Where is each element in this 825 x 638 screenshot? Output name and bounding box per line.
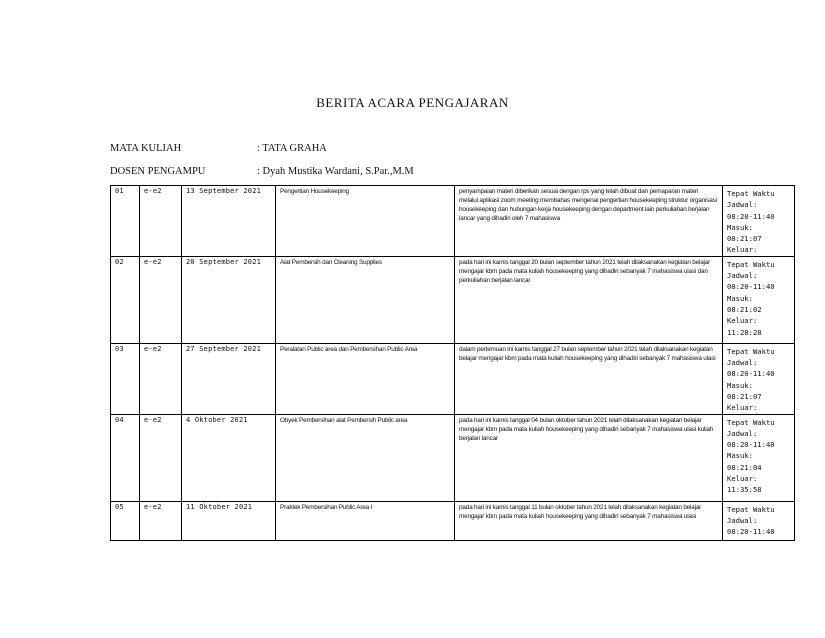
attendance-time-line: 08:21:07 [727, 234, 762, 244]
topic-cell: Obyek Pembersihan alat Pembersih Public area [276, 414, 455, 501]
attendance-time-cell [723, 256, 795, 343]
attendance-time-line: 08:21:07 [727, 391, 762, 401]
session-number-cell: 05 [111, 501, 140, 540]
attendance-time-line: Masuk: [727, 222, 753, 232]
attendance-time-line: Keluar: [727, 474, 758, 484]
attendance-time-line: Tepat Waktu [727, 189, 775, 198]
topic-cell: Pengertian Housekeeping [276, 186, 455, 257]
attendance-time-line: Keluar: [727, 403, 758, 413]
session-number-cell: 03 [111, 343, 140, 414]
class-cell: e-e2 [140, 256, 182, 343]
class-cell: e-e2 [140, 343, 182, 414]
table-row [111, 186, 795, 257]
teaching-log-table [110, 185, 795, 541]
course-label: MATA KULIAH [110, 143, 182, 154]
attendance-time-line: Tepat Waktu [727, 346, 775, 356]
date-cell: 11 Oktober 2021 [182, 501, 276, 540]
attendance-time-line: Keluar: [727, 245, 758, 255]
course-row [110, 143, 327, 154]
date-cell: 4 Oktober 2021 [182, 414, 276, 501]
class-cell: e-e2 [140, 501, 182, 540]
table-row [111, 414, 795, 501]
description-cell: pada hari ini kamis tanggal 04 bulan oktober tahun 2021 telah dilaksanakan kegiatan belajar mengajar kbm pada mata kuliah housekeeping yang dihadiri sebanyak 7 mahasiswa ulasi kuliah berjalan lancar [455, 414, 723, 501]
attendance-time-line: Jadwal: [727, 200, 758, 210]
attendance-time-cell [723, 501, 795, 540]
attendance-time-line: 08:21:02 [727, 304, 762, 314]
attendance-time-line: Masuk: [727, 451, 753, 461]
attendance-time-line: Tepat Waktu [727, 417, 775, 427]
session-number-cell: 04 [111, 414, 140, 501]
course-value: : TATA GRAHA [257, 143, 327, 154]
description-cell: pada hari ini kamis tanggal 20 bulan september tahun 2021 telah dilaksanakan kegiatan belajar mengajar kbm pada mata kuliah housekeeping yang dihadiri sebanyak 7 mahasiswa ulasi dan perkuliahan berjalan lancar [455, 256, 723, 343]
attendance-time-line: 08:21:04 [727, 462, 762, 472]
topic-cell: Alat Pembersih dan Cleaning Supplies [276, 256, 455, 343]
attendance-time-line: Tepat Waktu [727, 259, 775, 269]
table-row [111, 343, 795, 414]
attendance-time-line: Tepat Waktu [727, 504, 775, 514]
description-cell: penyampaian materi diberikan sesuai dengan rps yang telah dibuat dan pemaparan materi melalui aplikasi zoom meeting membahas mengenai pengertian housekeeping struktur organisasi housekeeping dan hubungan kerja housekeeping dengan department lain perkuliahan berjalan lancar yang dihadiri oleh 7 mahasiswa [455, 186, 723, 257]
session-number-cell: 02 [111, 256, 140, 343]
date-cell: 13 September 2021 [182, 186, 276, 257]
attendance-time-line: 08:20-11:40 [727, 282, 775, 292]
topic-cell: Praktek Pembersihan Public Area I [276, 501, 455, 540]
attendance-time-line: Jadwal: [727, 358, 758, 368]
table-row [111, 256, 795, 343]
attendance-time-line: 08:20-11:40 [727, 440, 775, 450]
lecturer-label: DOSEN PENGAMPU [110, 166, 206, 177]
attendance-time-line: 11:28:28 [727, 327, 762, 337]
attendance-time-line: Masuk: [727, 293, 753, 303]
attendance-time-line: Masuk: [727, 380, 753, 390]
date-cell: 27 September 2021 [182, 343, 276, 414]
class-cell: e-e2 [140, 414, 182, 501]
attendance-time-line: Keluar: [727, 316, 758, 326]
attendance-time-cell [723, 343, 795, 414]
description-cell: pada hari ini kamis tanggal 11 bulan oktober tahun 2021 telah dilaksanakan kegiatan belajar mengajar kbm pada mata kuliah housekeeping yang dihadiri sebanyak 7 mahasiswa ulasi [455, 501, 723, 540]
attendance-time-line: 08:20-11:40 [727, 527, 775, 537]
topic-cell: Peralatan Public area dan Pembersihan Public Area [276, 343, 455, 414]
session-number-cell: 01 [111, 186, 140, 257]
attendance-time-line: 08:20-11:40 [727, 369, 775, 379]
attendance-time-cell [723, 186, 795, 257]
attendance-time-line: 08:20-11:40 [727, 211, 775, 221]
lecturer-value: : Dyah Mustika Wardani, S.Par.,M.M [257, 166, 414, 177]
attendance-time-line: Jadwal: [727, 271, 758, 281]
description-cell: dalam pertemuan ini kamis tanggal 27 bulan september tahun 2021 telah dilaksanakan kegiatan belajar mengajar kbm pada mata kuliah housekeeping yang dihadiri sebanyak 7 mahasiswa ulasi [455, 343, 723, 414]
attendance-time-cell [723, 414, 795, 501]
attendance-time-line: Jadwal: [727, 515, 758, 525]
page-title: BERITA ACARA PENGAJARAN [316, 95, 509, 110]
date-cell: 20 September 2021 [182, 256, 276, 343]
attendance-time-line: Jadwal: [727, 428, 758, 438]
attendance-time-line: 11:35:58 [727, 485, 762, 495]
class-cell: e-e2 [140, 186, 182, 257]
table-row [111, 501, 795, 540]
lecturer-row [110, 166, 414, 177]
